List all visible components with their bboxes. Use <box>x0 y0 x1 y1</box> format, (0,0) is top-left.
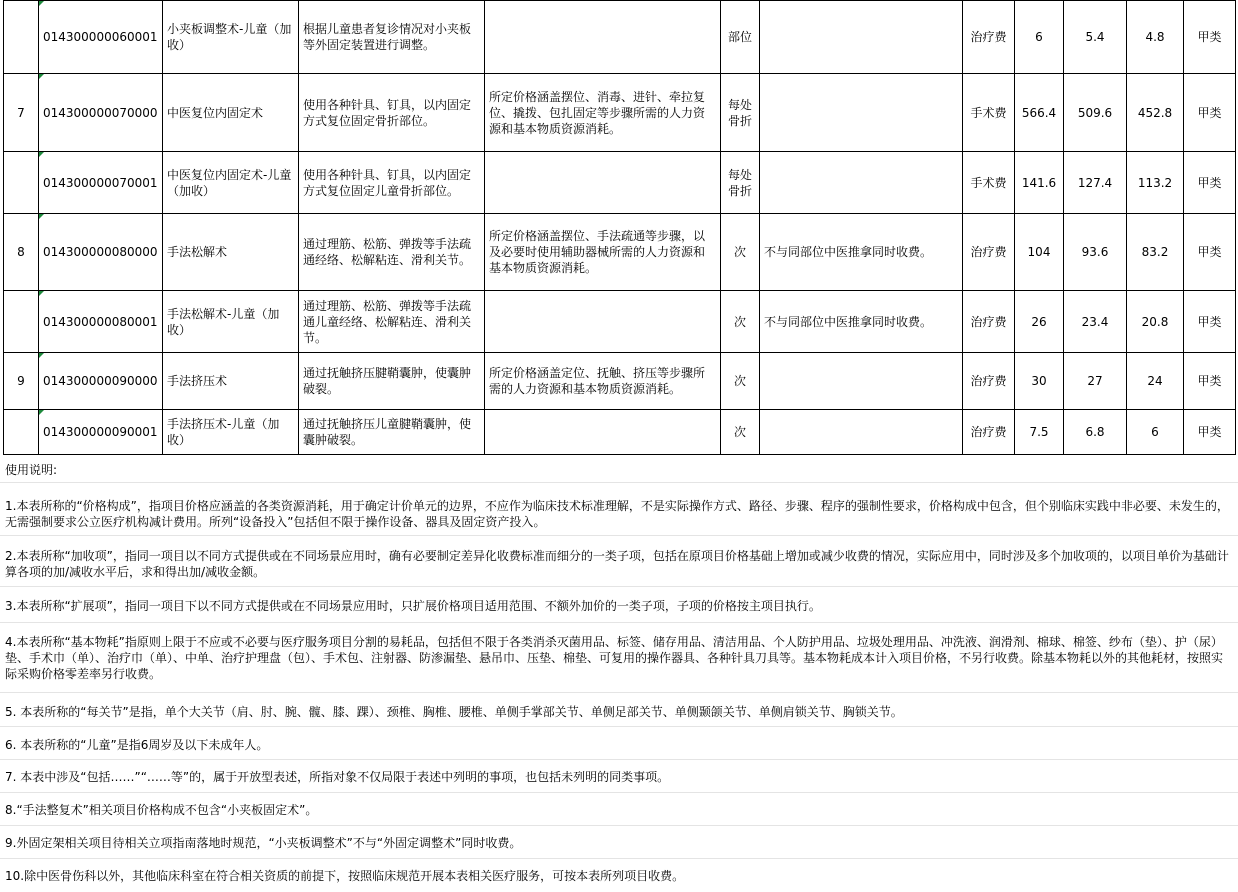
price-composition <box>485 353 721 410</box>
row-number-text: 7 <box>17 105 25 120</box>
price-level-2 <box>1064 291 1127 353</box>
price-level-2 <box>1064 152 1127 214</box>
pricing-unit <box>721 152 760 214</box>
item-content-text: 通过理筋、松筋、弹拨等手法疏通儿童经络、松解粘连、滑利关节。 <box>303 298 472 345</box>
row-number <box>4 410 39 455</box>
price-level-2-text: 5.4 <box>1085 30 1105 44</box>
price-level-3-text: 24 <box>1147 374 1163 388</box>
price-composition-text: 所定价格涵盖定位、抚触、挤压等步骤所需的人力资源和基本物质资源消耗。 <box>489 366 706 396</box>
divider <box>0 482 1238 483</box>
price-level-3 <box>1127 214 1184 291</box>
divider <box>0 792 1238 793</box>
item-code <box>39 74 163 152</box>
insurance-class-text: 甲类 <box>1197 374 1222 388</box>
insurance-class-text: 甲类 <box>1197 425 1222 439</box>
pricing-unit <box>721 291 760 353</box>
item-name-text: 手法松解术 <box>167 245 228 259</box>
cell-marker-icon <box>39 214 44 219</box>
divider <box>0 692 1238 693</box>
price-level-2-text: 127.4 <box>1077 175 1113 190</box>
price-level-2 <box>1064 1 1127 74</box>
note-1: 1.本表所称的“价格构成”，指项目价格应涵盖的各类资源消耗，用于确定计价单元的边界，不应作为临床技术标准理解，不是实际操作方式、路径、步骤、程序的强制性要求，价格构成中包含，但个别临床实践中非必要、未发生的，无需强制要求公立医疗机构减计费用。所列“设备投入”包括但不限于操作设备、器具及固定资产投入。 <box>5 499 1229 529</box>
cell-marker-icon <box>39 74 44 79</box>
row-number-text: 9 <box>17 374 25 388</box>
item-name-text: 手法松解术-儿童（加收） <box>167 306 280 337</box>
cell-marker-icon <box>39 1 44 6</box>
row-number <box>4 214 39 291</box>
price-level-1 <box>1015 410 1064 455</box>
item-content <box>299 214 485 291</box>
item-code-text: 014300000090000 <box>43 374 158 388</box>
insurance-class <box>1184 74 1236 152</box>
price-level-2 <box>1064 214 1127 291</box>
price-level-2 <box>1064 74 1127 152</box>
price-composition <box>485 152 721 214</box>
price-level-1 <box>1015 1 1064 74</box>
price-level-1-text: 7.5 <box>1029 425 1049 439</box>
pricing-unit-text: 次 <box>733 245 746 259</box>
price-level-2 <box>1064 353 1127 410</box>
table-row <box>4 152 1236 214</box>
item-note <box>760 214 963 291</box>
pricing-unit <box>721 1 760 74</box>
pricing-unit-text: 每处骨折 <box>727 167 752 198</box>
item-name <box>163 152 299 214</box>
price-level-3 <box>1127 291 1184 353</box>
price-level-1-text: 30 <box>1031 374 1047 388</box>
item-code <box>39 353 163 410</box>
price-composition <box>485 214 721 291</box>
price-level-3 <box>1127 152 1184 214</box>
price-level-3-text: 83.2 <box>1141 245 1169 259</box>
divider <box>0 535 1238 536</box>
fee-category <box>963 74 1015 152</box>
fee-category-text: 治疗费 <box>970 374 1007 388</box>
item-content-text: 使用各种针具、钉具，以内固定方式复位固定骨折部位。 <box>303 97 472 128</box>
price-level-1 <box>1015 74 1064 152</box>
insurance-class <box>1184 291 1236 353</box>
price-composition <box>485 1 721 74</box>
price-level-2-text: 93.6 <box>1081 245 1109 259</box>
item-content <box>299 74 485 152</box>
price-composition-text: 所定价格涵盖摆位、手法疏通等步骤，以及必要时使用辅助器械所需的人力资源和基本物质资源消耗。 <box>489 229 706 275</box>
note-10: 10.除中医骨伤科以外，其他临床科室在符合相关资质的前提下，按照临床规范开展本表相关医疗服务，可按本表所列项目收费。 <box>5 869 685 883</box>
price-level-1-text: 104 <box>1027 245 1051 259</box>
item-code <box>39 291 163 353</box>
note-8: 8.“手法整复术”相关项目价格构成不包含“小夹板固定术”。 <box>5 803 318 817</box>
item-content <box>299 152 485 214</box>
item-note <box>760 152 963 214</box>
item-name <box>163 74 299 152</box>
item-content-text: 根据儿童患者复诊情况对小夹板等外固定装置进行调整。 <box>303 22 472 52</box>
cell-marker-icon <box>39 410 44 415</box>
fee-category-text: 治疗费 <box>970 245 1007 259</box>
table-row <box>4 74 1236 152</box>
fee-category <box>963 291 1015 353</box>
price-level-2-text: 27 <box>1087 374 1103 388</box>
price-composition <box>485 291 721 353</box>
item-code-text: 014300000090001 <box>43 425 158 439</box>
price-level-3-text: 4.8 <box>1145 30 1165 44</box>
item-code-text: 014300000060001 <box>43 30 158 44</box>
insurance-class-text: 甲类 <box>1197 30 1222 44</box>
item-code <box>39 152 163 214</box>
pricing-unit <box>721 214 760 291</box>
price-level-1 <box>1015 353 1064 410</box>
cell-marker-icon <box>39 291 44 296</box>
item-name-text: 中医复位内固定术-儿童（加收） <box>167 167 292 198</box>
cell-marker-icon <box>39 152 44 157</box>
insurance-class-text: 甲类 <box>1197 175 1222 190</box>
fee-category-text: 治疗费 <box>970 314 1007 329</box>
pricing-unit <box>721 353 760 410</box>
cell-marker-icon <box>39 353 44 358</box>
price-composition <box>485 410 721 455</box>
item-note-text: 不与同部位中医推拿同时收费。 <box>764 314 933 329</box>
price-table <box>3 0 1236 455</box>
item-code <box>39 410 163 455</box>
item-content-text: 通过抚触挤压儿童腱鞘囊肿，使囊肿破裂。 <box>303 417 472 447</box>
price-composition <box>485 74 721 152</box>
price-level-3-text: 452.8 <box>1137 105 1173 120</box>
price-composition-text: 所定价格涵盖摆位、消毒、进针、牵拉复位、撬拨、包扎固定等步骤所需的人力资源和基本物质资源消耗。 <box>489 89 706 136</box>
table-row <box>4 353 1236 410</box>
note-7: 7. 本表中涉及“包括……”“……等”的，属于开放型表述，所指对象不仅局限于表述中列明的事项，也包括未列明的同类事项。 <box>5 770 670 784</box>
pricing-unit-text: 每处骨折 <box>727 97 752 128</box>
item-code-text: 014300000080001 <box>43 314 158 329</box>
fee-category-text: 治疗费 <box>970 30 1007 44</box>
item-content-text: 通过理筋、松筋、弹拨等手法疏通经络、松解粘连、滑利关节。 <box>303 237 472 267</box>
price-level-3-text: 20.8 <box>1141 314 1169 329</box>
price-level-3-text: 113.2 <box>1137 175 1173 190</box>
note-2: 2.本表所称“加收项”，指同一项目以不同方式提供或在不同场景应用时，确有必要制定差异化收费标准而细分的一类子项，包括在原项目价格基础上增加或减少收费的情况，实际应用中，同时涉及多个加收项的，以项目单价为基础计算各项的加/减收水平后，求和得出加/减收金额。 <box>5 549 1229 579</box>
item-name-text: 手法挤压术-儿童（加收） <box>167 417 280 447</box>
row-number <box>4 1 39 74</box>
divider <box>0 825 1238 826</box>
note-4: 4.本表所称“基本物耗”指原则上限于不应或不必要与医疗服务项目分割的易耗品，包括但不限于各类消杀灭菌用品、标签、储存用品、清洁用品、个人防护用品、垃圾处理用品、冲洗液、润滑剂、棉球、棉签、纱布（垫）、护（尿）垫、手术巾（单）、治疗巾（单）、中单、治疗护理盘（包）、手术包、注射器、防渗漏垫、悬吊巾、压垫、棉垫、可复用的操作器具、各种针具刀具等。基本物耗成本计入项目价格，不另行收费。除基本物耗以外的其他耗材，按照实际采购价格零差率另行收费。 <box>5 635 1224 681</box>
price-level-2-text: 23.4 <box>1081 314 1109 329</box>
price-level-1-text: 141.6 <box>1021 175 1057 190</box>
item-content <box>299 291 485 353</box>
divider <box>0 586 1238 587</box>
item-content <box>299 410 485 455</box>
item-code <box>39 214 163 291</box>
fee-category <box>963 353 1015 410</box>
item-note <box>760 410 963 455</box>
insurance-class-text: 甲类 <box>1197 314 1222 329</box>
table-row <box>4 1 1236 74</box>
price-level-3 <box>1127 1 1184 74</box>
pricing-unit-text: 次 <box>733 314 746 329</box>
fee-category <box>963 410 1015 455</box>
row-number <box>4 152 39 214</box>
price-level-1-text: 566.4 <box>1021 105 1057 120</box>
pricing-unit <box>721 74 760 152</box>
item-content-text: 通过抚触挤压腱鞘囊肿，使囊肿破裂。 <box>303 366 472 396</box>
divider <box>0 858 1238 859</box>
pricing-unit-text: 次 <box>733 425 746 439</box>
price-level-3 <box>1127 410 1184 455</box>
item-code-text: 014300000080000 <box>43 245 158 259</box>
insurance-class <box>1184 410 1236 455</box>
table-row <box>4 410 1236 455</box>
price-level-2-text: 6.8 <box>1085 425 1105 439</box>
pricing-unit-text: 次 <box>733 374 746 388</box>
insurance-class-text: 甲类 <box>1197 245 1222 259</box>
price-level-3 <box>1127 353 1184 410</box>
item-content <box>299 1 485 74</box>
price-level-3 <box>1127 74 1184 152</box>
item-name <box>163 214 299 291</box>
price-level-1-text: 26 <box>1031 314 1047 329</box>
pricing-unit <box>721 410 760 455</box>
item-note <box>760 74 963 152</box>
row-number <box>4 74 39 152</box>
table-row <box>4 214 1236 291</box>
item-name <box>163 353 299 410</box>
item-code-text: 014300000070001 <box>43 175 158 190</box>
item-name <box>163 1 299 74</box>
table-row <box>4 291 1236 353</box>
note-3: 3.本表所称“扩展项”，指同一项目下以不同方式提供或在不同场景应用时，只扩展价格项目适用范围、不额外加价的一类子项，子项的价格按主项目执行。 <box>5 599 821 613</box>
pricing-unit-text: 部位 <box>727 30 752 44</box>
note-9: 9.外固定架相关项目待相关立项指南落地时规范，“小夹板调整术”不与“外固定调整术”同时收费。 <box>5 836 522 850</box>
item-note-text: 不与同部位中医推拿同时收费。 <box>764 245 933 259</box>
fee-category-text: 手术费 <box>970 175 1007 190</box>
fee-category <box>963 152 1015 214</box>
insurance-class <box>1184 353 1236 410</box>
item-name-text: 手法挤压术 <box>167 374 228 388</box>
note-5: 5. 本表所称的“每关节”是指，单个大关节（肩、肘、腕、髋、膝、踝）、颈椎、胸椎、腰椎、单侧手掌部关节、单侧足部关节、单侧颞颌关节、单侧肩锁关节、胸锁关节。 <box>5 705 903 719</box>
fee-category-text: 治疗费 <box>970 425 1007 439</box>
row-number-text: 8 <box>17 245 25 259</box>
row-number <box>4 353 39 410</box>
insurance-class-text: 甲类 <box>1197 105 1222 120</box>
fee-category-text: 手术费 <box>970 105 1007 120</box>
divider <box>0 622 1238 623</box>
item-note <box>760 291 963 353</box>
divider <box>0 759 1238 760</box>
price-level-1 <box>1015 152 1064 214</box>
price-level-2 <box>1064 410 1127 455</box>
item-code <box>39 1 163 74</box>
item-note <box>760 353 963 410</box>
item-name <box>163 291 299 353</box>
item-code-text: 014300000070000 <box>43 105 158 120</box>
price-level-3-text: 6 <box>1151 425 1159 439</box>
fee-category <box>963 1 1015 74</box>
item-name <box>163 410 299 455</box>
item-name-text: 中医复位内固定术 <box>167 105 264 120</box>
divider <box>0 726 1238 727</box>
notes-title: 使用说明: <box>5 463 58 477</box>
item-name-text: 小夹板调整术-儿童（加收） <box>167 22 292 52</box>
item-content <box>299 353 485 410</box>
price-level-1 <box>1015 214 1064 291</box>
insurance-class <box>1184 214 1236 291</box>
insurance-class <box>1184 1 1236 74</box>
price-level-1-text: 6 <box>1035 30 1043 44</box>
price-level-1 <box>1015 291 1064 353</box>
insurance-class <box>1184 152 1236 214</box>
item-content-text: 使用各种针具、钉具，以内固定方式复位固定儿童骨折部位。 <box>303 167 472 198</box>
row-number <box>4 291 39 353</box>
fee-category <box>963 214 1015 291</box>
price-level-2-text: 509.6 <box>1077 105 1113 120</box>
note-6: 6. 本表所称的“儿童”是指6周岁及以下未成年人。 <box>5 738 269 752</box>
item-note <box>760 1 963 74</box>
